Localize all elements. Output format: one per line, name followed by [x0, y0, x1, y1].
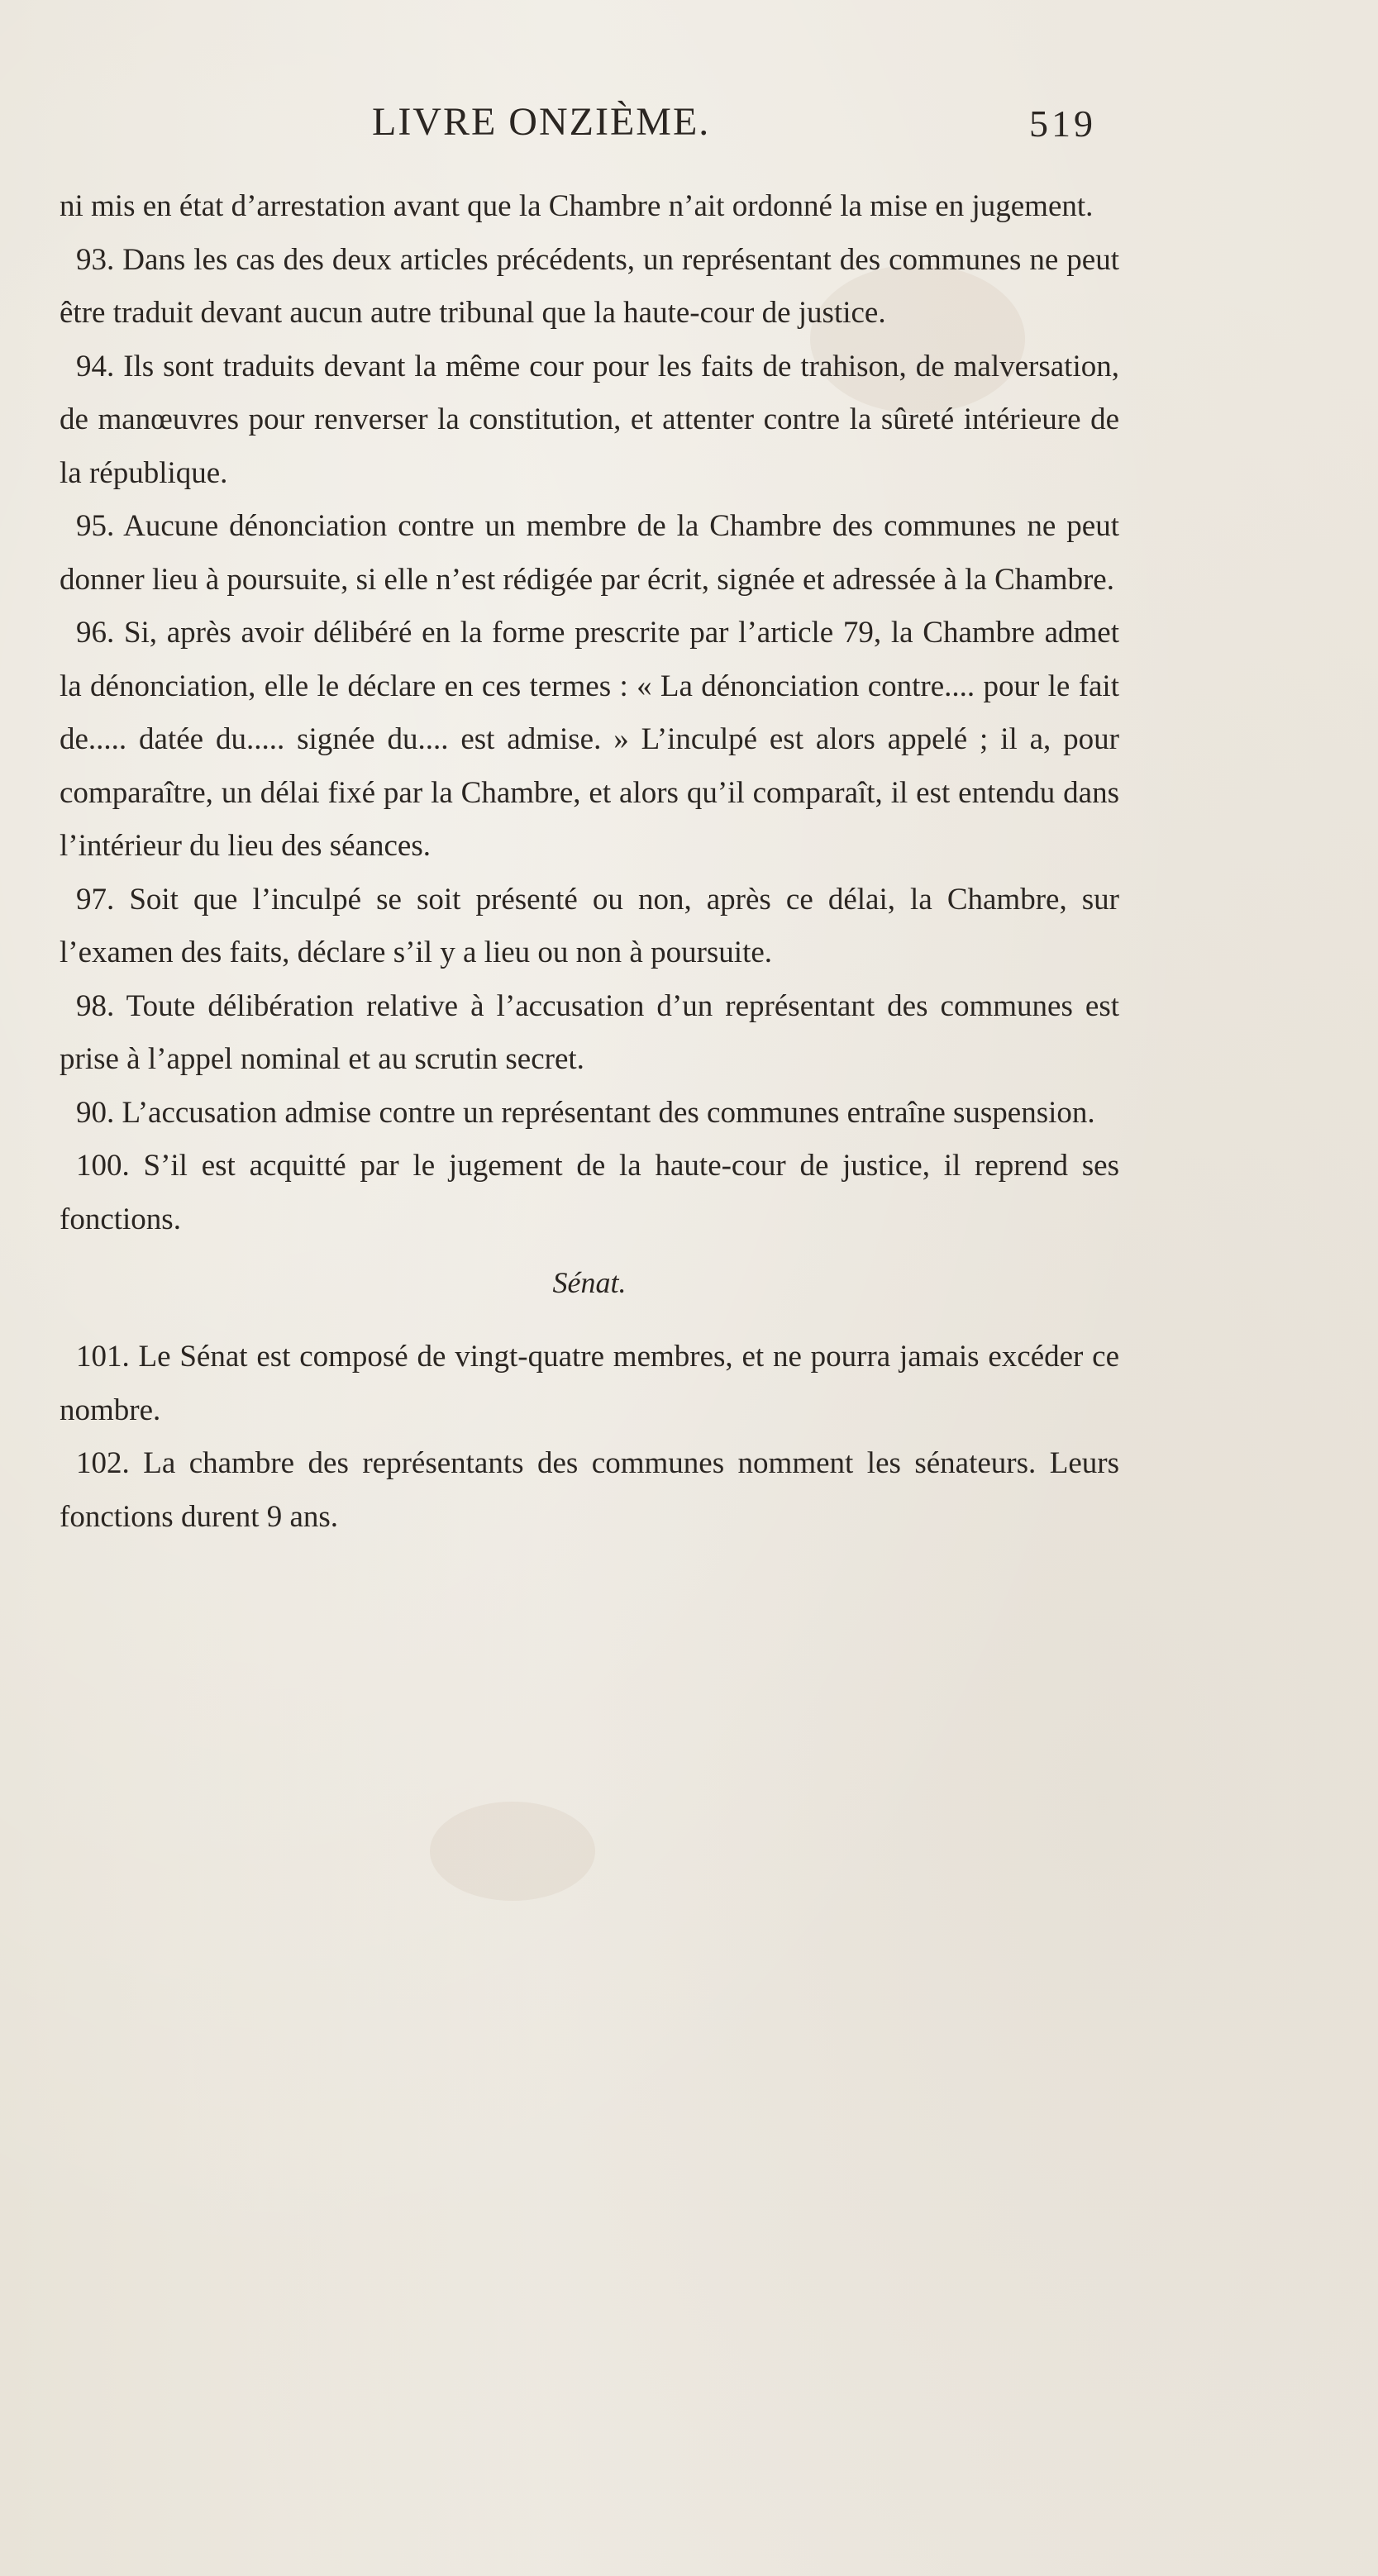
- page-header: [0, 98, 1378, 147]
- paper-stain: [430, 1802, 595, 1901]
- article-100: 100. S’il est acquitté par le jugement de la haute-cour de justice, il reprend ses fonctions.: [60, 1149, 1119, 1236]
- body-text: [60, 180, 1119, 1544]
- article-98: 98. Toute délibération relative à l’accusation d’un représentant des communes est prise à l’appel nominal et au scrutin secret.: [60, 988, 1119, 1076]
- article-93: 93. Dans les cas des deux articles précédents, un représentant des communes ne peut être traduit devant aucun autre tribunal que la haute-cour de justice.: [60, 242, 1119, 330]
- article-99: 90. L’accusation admise contre un représentant des communes entraîne suspension.: [76, 1095, 1095, 1130]
- section-heading-senat: Sénat.: [552, 1266, 627, 1299]
- article-95: 95. Aucune dénonciation contre un membre de la Chambre des communes ne peut donner lieu à poursuite, si elle n’est rédigée par écrit, signée et adressée à la Chambre.: [60, 509, 1119, 597]
- page-number: 519: [1029, 102, 1096, 145]
- article-97: 97. Soit que l’inculpé se soit présenté ou non, après ce délai, la Chambre, sur l’examen des faits, déclare s’il y a lieu ou non à poursuite.: [60, 882, 1119, 969]
- article-96: 96. Si, après avoir délibéré en la forme prescrite par l’article 79, la Chambre admet la dénonciation, elle le déclare en ces termes : « La dénonciation contre.... pour le fait de..... datée du..... signée du.... est admise. » L’inculpé est alors appelé ; il a, pour comparaître, un délai fixé par la Chambre, et alors qu’il comparaît, il est entendu dans l’intérieur du lieu des séances.: [60, 616, 1119, 863]
- continuation-paragraph: ni mis en état d’arrestation avant que la Chambre n’ait ordonné la mise en jugement.: [60, 189, 1094, 223]
- running-title: LIVRE ONZIÈME.: [372, 100, 711, 144]
- article-101: 101. Le Sénat est composé de vingt-quatre membres, et ne pourra jamais excéder ce nombre.: [60, 1340, 1119, 1427]
- article-102: 102. La chambre des représentants des communes nomment les sénateurs. Leurs fonctions durent 9 ans.: [60, 1446, 1119, 1534]
- article-94: 94. Ils sont traduits devant la même cour pour les faits de trahison, de malversation, de manœuvres pour renverser la constitution, et attenter contre la sûreté intérieure de la république.: [60, 349, 1119, 490]
